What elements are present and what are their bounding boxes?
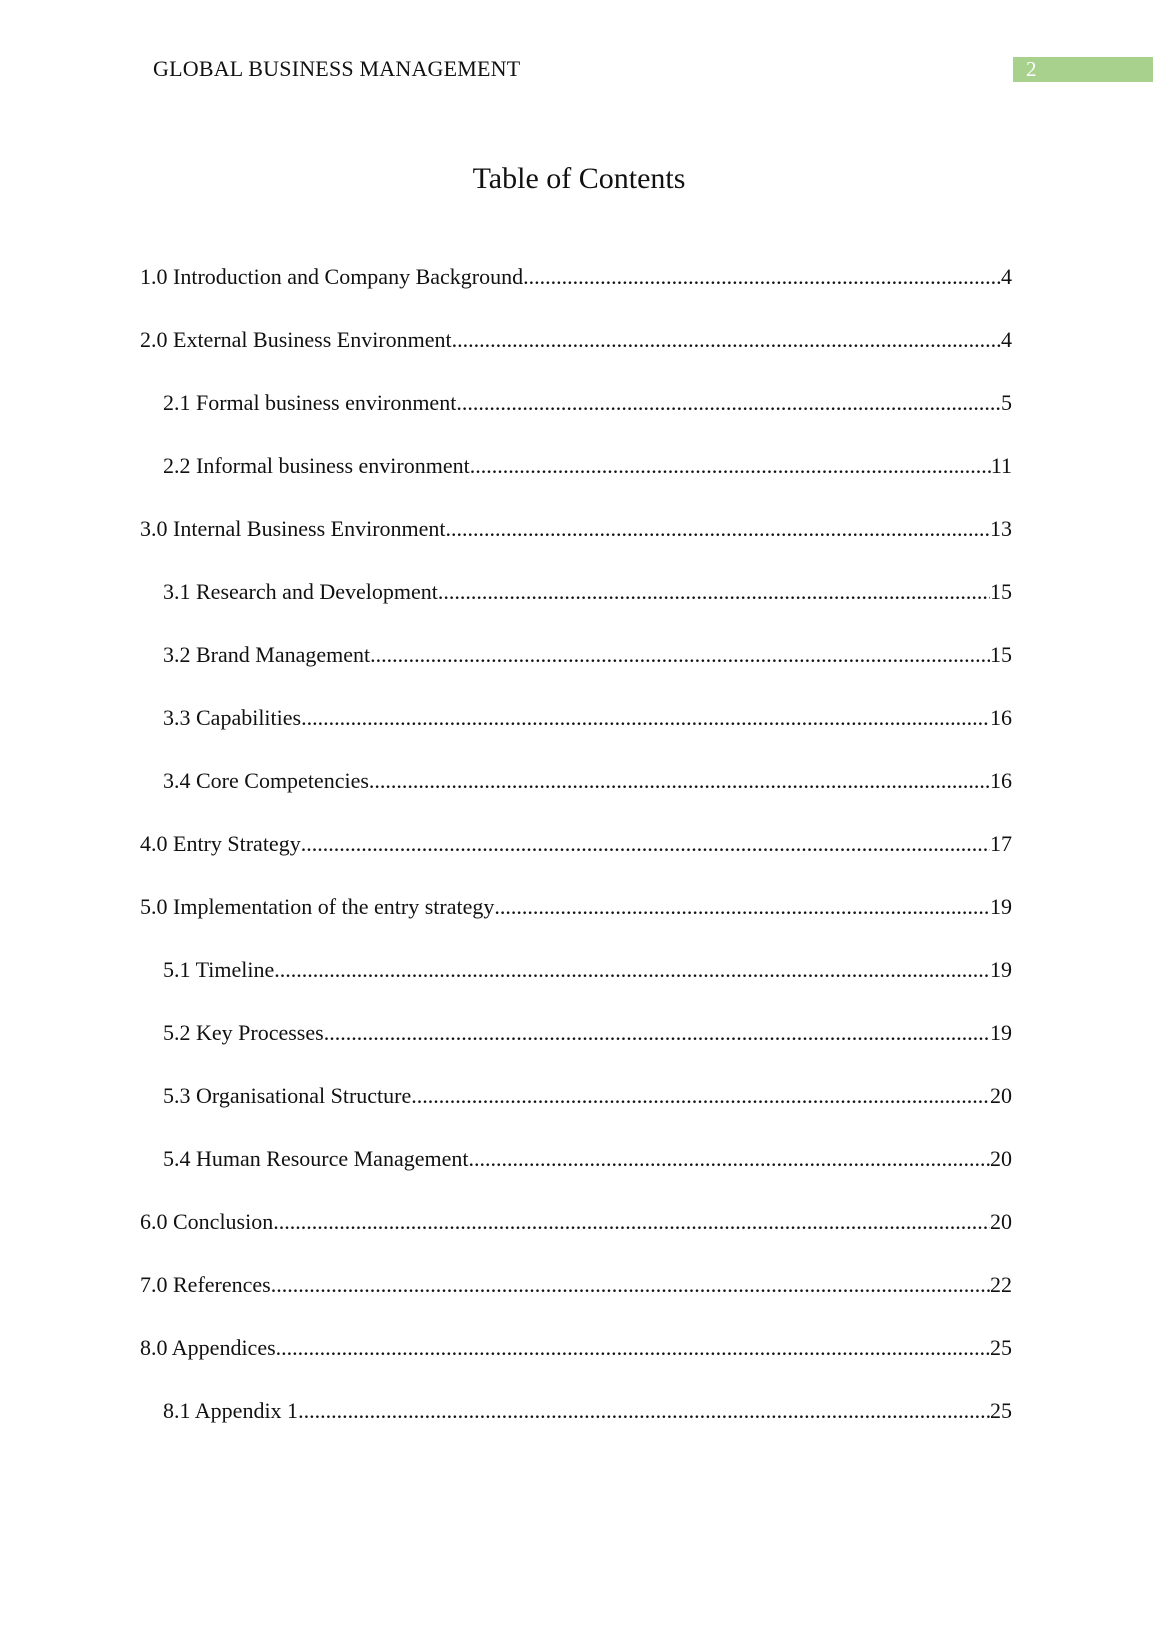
toc-entry[interactable] — [140, 1146, 1012, 1209]
toc-entry-page-number: 22 — [990, 1272, 1012, 1297]
toc-entry-label: 3.3 Capabilities — [163, 705, 302, 730]
toc-entry-page-number: 4 — [1001, 327, 1012, 352]
toc-dot-leader — [411, 1083, 990, 1109]
toc-dot-leader — [494, 894, 990, 920]
toc-dot-leader — [301, 831, 990, 857]
toc-entry-page-number: 20 — [990, 1209, 1012, 1234]
toc-entry[interactable] — [140, 264, 1012, 327]
toc-entry[interactable] — [140, 957, 1012, 1020]
table-of-contents — [140, 264, 1012, 1461]
toc-entry-page-number: 4 — [1001, 264, 1012, 289]
toc-entry-label: 2.2 Informal business environment — [163, 453, 470, 478]
toc-dot-leader — [324, 1020, 990, 1046]
toc-entry-label: 5.3 Organisational Structure — [163, 1083, 412, 1108]
toc-entry[interactable] — [140, 894, 1012, 957]
toc-entry[interactable] — [140, 705, 1012, 768]
toc-dot-leader — [470, 453, 991, 479]
toc-entry-label: 3.0 Internal Business Environment — [140, 516, 446, 541]
toc-entry[interactable] — [140, 390, 1012, 453]
toc-entry-page-number: 20 — [990, 1146, 1012, 1171]
toc-entry-label: 5.4 Human Resource Management — [163, 1146, 469, 1171]
toc-entry-label: 3.1 Research and Development — [163, 579, 438, 604]
toc-entry[interactable] — [140, 1209, 1012, 1272]
toc-entry[interactable] — [140, 1335, 1012, 1398]
toc-dot-leader — [456, 390, 1001, 416]
toc-entry[interactable] — [140, 642, 1012, 705]
toc-entry-label: 5.2 Key Processes — [163, 1020, 324, 1045]
toc-dot-leader — [274, 957, 990, 983]
toc-dot-leader — [273, 1209, 990, 1235]
toc-dot-leader — [271, 1272, 990, 1298]
toc-dot-leader — [298, 1398, 990, 1424]
toc-entry-page-number: 16 — [990, 705, 1012, 730]
toc-entry-page-number: 25 — [990, 1398, 1012, 1423]
toc-dot-leader — [369, 768, 990, 794]
toc-entry[interactable] — [140, 768, 1012, 831]
toc-entry-page-number: 15 — [990, 579, 1012, 604]
toc-entry-page-number: 19 — [990, 957, 1012, 982]
toc-entry-page-number: 16 — [990, 768, 1012, 793]
toc-entry-label: 3.4 Core Competencies — [163, 768, 369, 793]
toc-entry-page-number: 25 — [990, 1335, 1012, 1360]
toc-entry-label: 6.0 Conclusion — [140, 1209, 274, 1234]
toc-entry[interactable] — [140, 516, 1012, 579]
toc-dot-leader — [468, 1146, 990, 1172]
toc-entry-label: 1.0 Introduction and Company Background — [140, 264, 524, 289]
running-header-title: GLOBAL BUSINESS MANAGEMENT — [153, 56, 521, 81]
toc-entry-label: 8.0 Appendices — [140, 1335, 276, 1360]
toc-dot-leader — [523, 264, 1001, 290]
toc-dot-leader — [438, 579, 990, 605]
toc-entry-label: 2.1 Formal business environment — [163, 390, 457, 415]
toc-entry-page-number: 13 — [990, 516, 1012, 541]
toc-entry-page-number: 11 — [990, 453, 1012, 478]
toc-entry[interactable] — [140, 327, 1012, 390]
toc-entry-page-number: 20 — [990, 1083, 1012, 1108]
toc-entry-page-number: 15 — [990, 642, 1012, 667]
page-number-badge: 2 — [1013, 57, 1153, 82]
toc-entry[interactable] — [140, 453, 1012, 516]
toc-dot-leader — [446, 516, 990, 542]
toc-entry-label: 7.0 References — [140, 1272, 271, 1297]
toc-entry[interactable] — [140, 1272, 1012, 1335]
toc-entry-page-number: 17 — [990, 831, 1012, 856]
toc-dot-leader — [452, 327, 1001, 353]
toc-entry-page-number: 19 — [990, 1020, 1012, 1045]
toc-dot-leader — [301, 705, 990, 731]
toc-entry[interactable] — [140, 579, 1012, 642]
toc-entry-page-number: 19 — [990, 894, 1012, 919]
page-title: Table of Contents — [472, 162, 686, 195]
toc-entry[interactable] — [140, 1020, 1012, 1083]
toc-entry-page-number: 5 — [1001, 390, 1012, 415]
toc-entry-label: 5.1 Timeline — [163, 957, 275, 982]
toc-entry-label: 4.0 Entry Strategy — [140, 831, 301, 856]
toc-entry-label: 3.2 Brand Management — [163, 642, 371, 667]
toc-entry-label: 2.0 External Business Environment — [140, 327, 452, 352]
toc-entry[interactable] — [140, 831, 1012, 894]
toc-entry-label: 5.0 Implementation of the entry strategy — [140, 894, 495, 919]
toc-dot-leader — [276, 1335, 990, 1361]
toc-dot-leader — [370, 642, 990, 668]
toc-entry[interactable] — [140, 1398, 1012, 1461]
toc-entry-label: 8.1 Appendix 1 — [163, 1398, 299, 1423]
toc-entry[interactable] — [140, 1083, 1012, 1146]
